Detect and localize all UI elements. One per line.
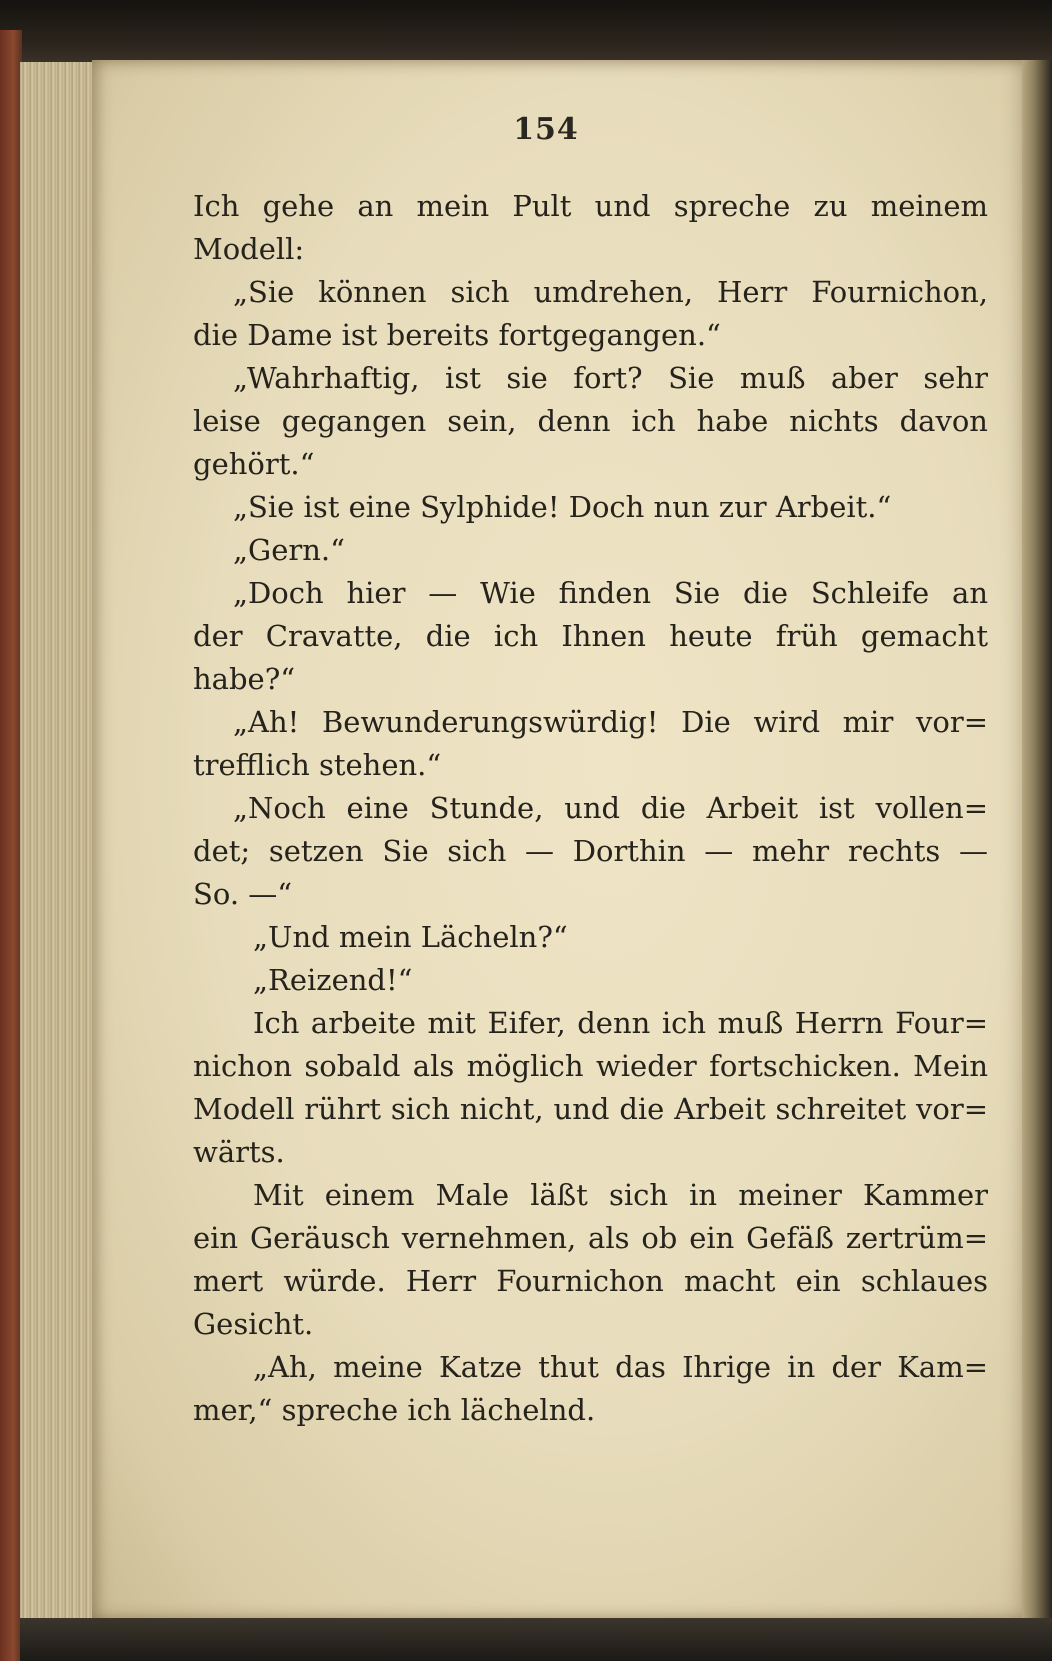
text-line: nichon sobald als möglich wieder fortschicken. Mein bbox=[193, 1049, 988, 1083]
text-line: Ich gehe an mein Pult und spreche zu meinem bbox=[193, 189, 988, 223]
text-line: So. —“ bbox=[193, 877, 293, 911]
text-line: „Ah! Bewunderungswürdig! Die wird mir vor= bbox=[233, 705, 988, 739]
text-line: mert würde. Herr Fournichon macht ein schlaues bbox=[193, 1264, 988, 1298]
text-line: Ich arbeite mit Eifer, denn ich muß Herrn Four= bbox=[253, 1006, 988, 1040]
text-line: „Noch eine Stunde, und die Arbeit ist vollen= bbox=[233, 791, 988, 825]
text-line: „Sie können sich umdrehen, Herr Fournichon, bbox=[233, 275, 988, 309]
text-line: ein Geräusch vernehmen, als ob ein Gefäß zertrüm= bbox=[193, 1221, 988, 1255]
text-line: „Und mein Lächeln?“ bbox=[253, 920, 568, 954]
text-line: „Reizend!“ bbox=[253, 963, 413, 997]
text-line: „Sie ist eine Sylphide! Doch nun zur Arbeit.“ bbox=[233, 490, 892, 524]
text-line: „Gern.“ bbox=[233, 533, 345, 567]
text-line: leise gegangen sein, denn ich habe nichts davon bbox=[193, 404, 988, 438]
text-line: Modell rührt sich nicht, und die Arbeit schreitet vor= bbox=[193, 1092, 988, 1126]
book-cover-top bbox=[0, 0, 1052, 62]
text-line: „Ah, meine Katze thut das Ihrige in der Kam= bbox=[253, 1350, 988, 1384]
text-line: Gesicht. bbox=[193, 1307, 314, 1341]
page-edge-right bbox=[1022, 60, 1052, 1661]
page-edges-left bbox=[20, 62, 98, 1622]
text-line: wärts. bbox=[193, 1135, 285, 1169]
text-line: habe?“ bbox=[193, 662, 296, 696]
text-line: der Cravatte, die ich Ihnen heute früh gemacht bbox=[193, 619, 988, 653]
text-line: gehört.“ bbox=[193, 447, 315, 481]
page-number: 154 bbox=[513, 112, 579, 147]
text-line: det; setzen Sie sich — Dorthin — mehr rechts — bbox=[193, 834, 988, 868]
text-line: „Wahrhaftig, ist sie fort? Sie muß aber sehr bbox=[233, 361, 988, 395]
text-line: Modell: bbox=[193, 232, 305, 266]
text-line: mer,“ spreche ich lächelnd. bbox=[193, 1393, 596, 1427]
book-cover-spine bbox=[0, 30, 22, 1661]
book-bottom-shadow bbox=[20, 1618, 1052, 1661]
text-line: Mit einem Male läßt sich in meiner Kammer bbox=[253, 1178, 988, 1212]
text-line: die Dame ist bereits fortgegangen.“ bbox=[193, 318, 721, 352]
body-text bbox=[193, 185, 988, 1432]
text-line: trefflich stehen.“ bbox=[193, 748, 442, 782]
text-line: „Doch hier — Wie finden Sie die Schleife an bbox=[233, 576, 988, 610]
